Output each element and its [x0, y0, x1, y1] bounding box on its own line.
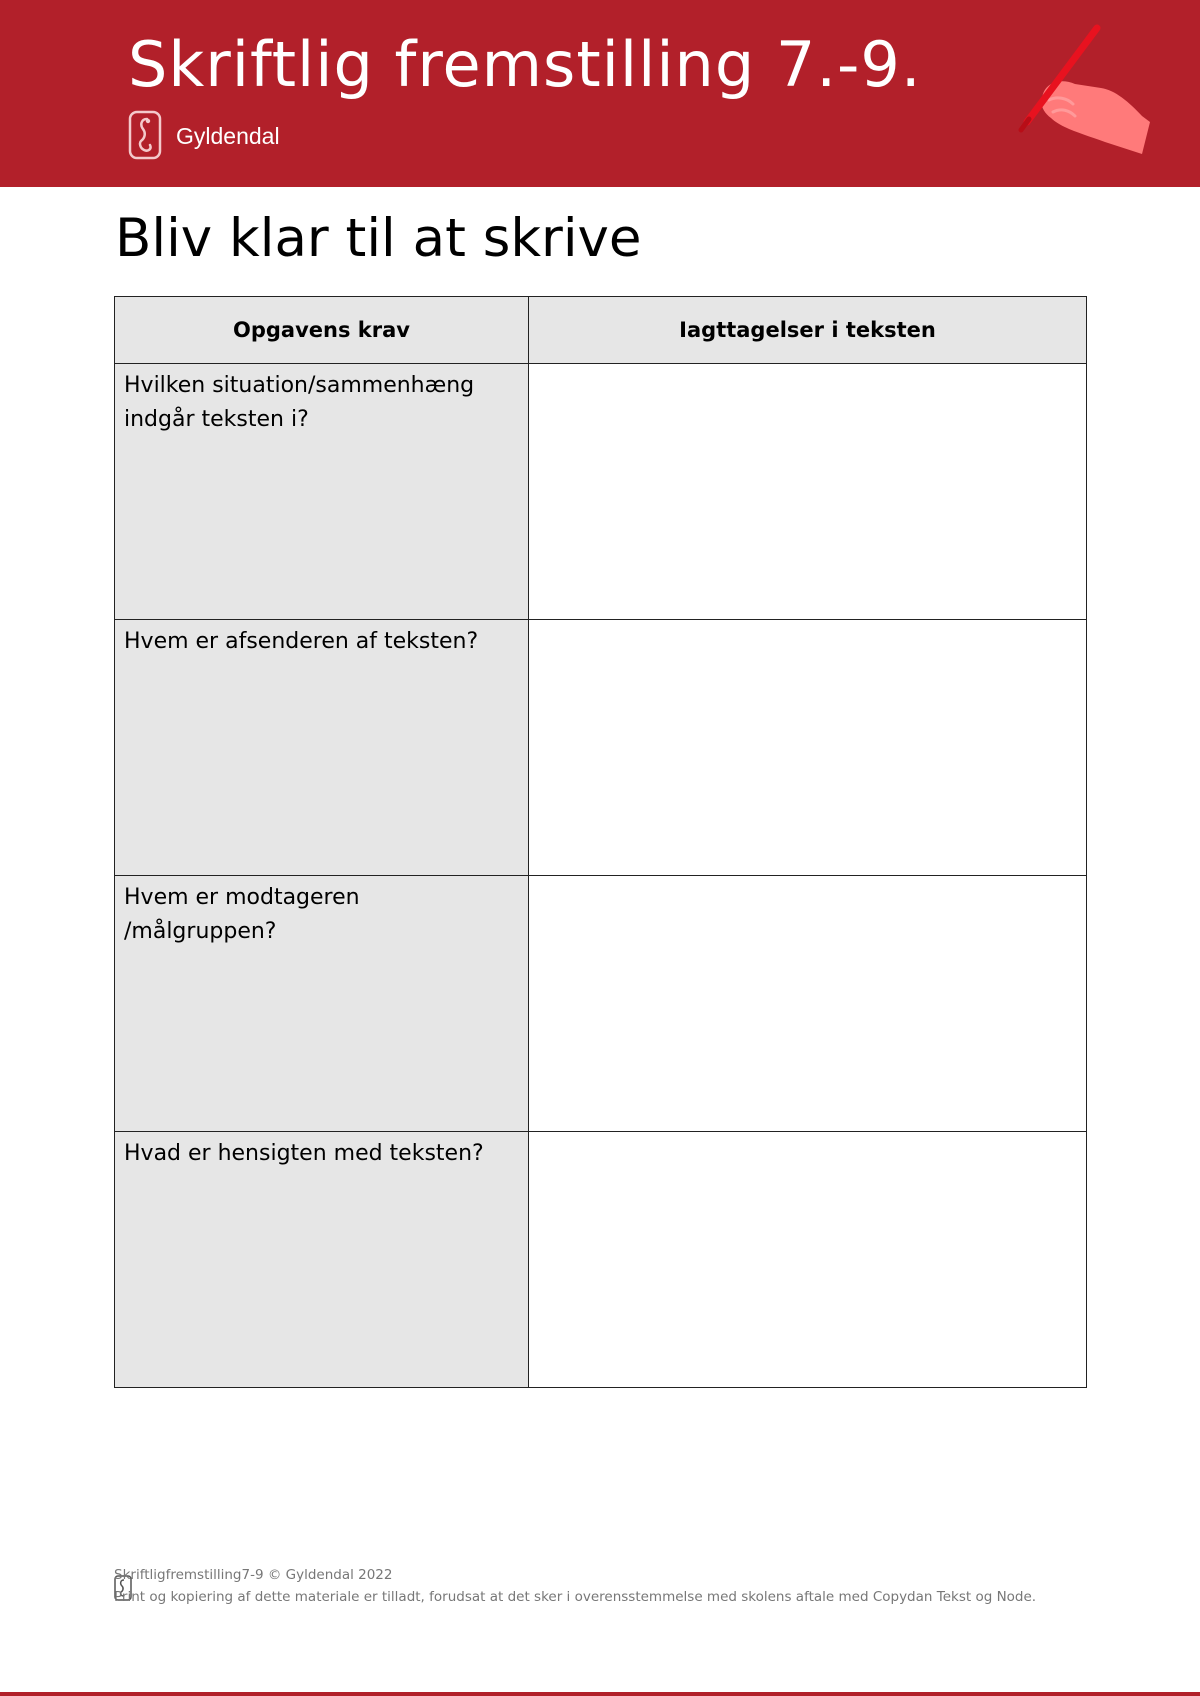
table-row	[115, 876, 1087, 1132]
column-header-requirements: Opgavens krav	[115, 297, 529, 364]
answer-cell[interactable]	[529, 364, 1087, 620]
document-series-title: Skriftlig fremstilling 7.-9.	[128, 28, 922, 101]
question-text: Hvad er hensigten med teksten?	[124, 1141, 484, 1166]
question-cell	[115, 876, 529, 1132]
table-row	[115, 364, 1087, 620]
bottom-divider	[0, 1692, 1200, 1696]
writing-hand-icon	[1005, 22, 1155, 162]
footer-license: Print og kopiering af dette materiale er tilladt, forudsat at det sker i overensstemmelse med skolens aftale med Copydan Tekst og Node.	[114, 1589, 1037, 1605]
table-row	[115, 620, 1087, 876]
question-cell	[115, 1132, 529, 1388]
answer-cell[interactable]	[529, 620, 1087, 876]
worksheet-table	[114, 296, 1087, 1388]
table-row	[115, 1132, 1087, 1388]
answer-cell[interactable]	[529, 876, 1087, 1132]
table-header-row	[115, 297, 1087, 364]
column-header-observations: Iagttagelser i teksten	[529, 297, 1087, 364]
header-banner	[0, 0, 1200, 187]
footer-copyright: Skriftligfremstilling7-9 © Gyldendal 2022	[114, 1567, 393, 1583]
answer-cell[interactable]	[529, 1132, 1087, 1388]
page-title: Bliv klar til at skrive	[115, 208, 642, 269]
question-cell	[115, 364, 529, 620]
gyldendal-logo-icon	[128, 110, 162, 160]
question-cell	[115, 620, 529, 876]
question-text: Hvilken situation/sammenhæng indgår teksten i?	[124, 373, 475, 432]
question-text: Hvem er afsenderen af teksten?	[124, 629, 479, 654]
publisher-name: Gyldendal	[176, 123, 280, 149]
question-text: Hvem er modtageren /målgruppen?	[124, 885, 360, 944]
